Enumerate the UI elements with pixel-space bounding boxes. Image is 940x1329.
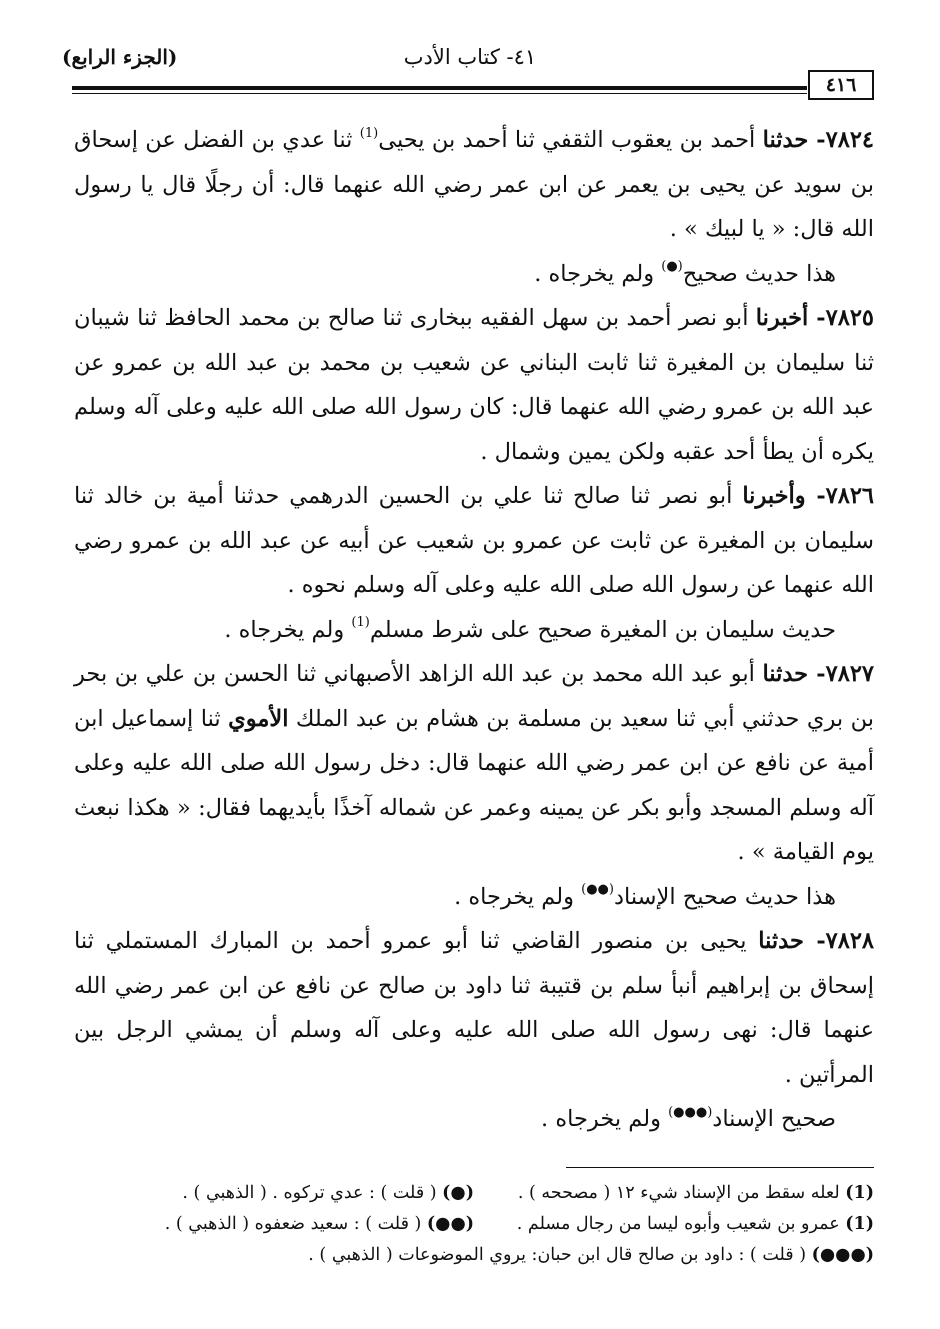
hadith-number: ٧٨٢٨ — [825, 928, 874, 954]
footnote-separator — [566, 1167, 874, 1168]
transmission-keyword: حدثنا — [762, 127, 809, 153]
footnote-text: ( قلت ) : عدي تركوه . ( الذهبي ) . — [182, 1183, 443, 1203]
grading-text: ولم يخرجاه . — [224, 616, 352, 643]
hadith-number: ٧٨٢٦ — [825, 483, 874, 509]
page-number: ٤١٦ — [808, 70, 874, 100]
hadith-7827 — [74, 652, 874, 875]
hadith-7828 — [74, 919, 874, 1097]
footnote-text: لعله سقط من الإسناد شيء ١٢ ( مصححه ) . — [517, 1183, 846, 1203]
hadith-text: ثنا إسماعيل ابن أمية عن نافع عن ابن عمر رضي الله عنهما قال: دخل رسول الله صلى الله عليه وعلى آله وسلم المسجد وأبو بكر عن يمينه وعمر عن شماله آخذًا بأيديهما فقال: « هكذا نبعث يوم القيامة » . — [74, 705, 874, 865]
footnote-ref: (1) — [359, 125, 379, 141]
hadith-text: أبو عبد الله محمد بن عبد الله الزاهد الأصبهاني ثنا الحسن بن علي بن بحر بن بري حدثني أبي ثنا سعيد بن مسلمة بن هشام بن عبد الملك — [74, 661, 875, 732]
hadith-dash: - — [808, 661, 826, 687]
hadith-text: أبو نصر ثنا صالح ثنا علي بن الحسين الدرهمي حدثنا أمية بن خالد ثنا سليمان بن المغيرة عن ثابت عن عمرو بن شعيب عن أبيه عن عبد الله بن عمرو رضي الله عنهما عن رسول الله صلى الله عليه وعلى آله وسلم نحوه . — [74, 483, 874, 598]
grading-text: هذا حديث صحيح الإسناد — [613, 883, 836, 910]
page-header — [62, 42, 878, 78]
hadith-number: ٧٨٢٥ — [825, 305, 874, 331]
footnote-mark: (●) — [442, 1183, 474, 1203]
footnote — [74, 1178, 474, 1209]
hadith-text: ثنا عدي بن الفضل عن إسحاق بن سويد عن يحيى بن يعمر عن ابن عمر رضي الله عنهما قال: أن رجلًا قال يا رسول الله قال: « يا لبيك » . — [74, 127, 874, 242]
hadith-text: أحمد بن يعقوب الثقفي ثنا أحمد بن يحيى — [378, 127, 763, 153]
footnote — [74, 1240, 874, 1271]
hadith-dash: - — [803, 928, 826, 954]
footnote-text: عمرو بن شعيب وأبوه ليسا من رجال مسلم . — [516, 1214, 846, 1234]
grading-note — [74, 252, 874, 297]
hadith-dash: - — [808, 127, 826, 153]
footnote-text: ( قلت ) : داود بن صالح قال ابن حبان: يروي الموضوعات ( الذهبي ) . — [308, 1245, 812, 1265]
footnote-mark: (●●●) — [811, 1245, 874, 1265]
footnotes — [74, 1178, 874, 1271]
hadith-dash: - — [808, 305, 826, 331]
grading-note — [74, 1097, 874, 1142]
footnote — [474, 1178, 874, 1209]
transmission-keyword: وأخبرنا — [742, 483, 806, 509]
hadith-7826 — [74, 474, 874, 608]
grading-text: ولم يخرجاه . — [454, 883, 582, 910]
grading-text: ولم يخرجاه . — [541, 1106, 669, 1132]
transmission-keyword: حدثنا — [762, 661, 809, 687]
hadith-dash: - — [805, 483, 826, 509]
grading-text: صحيح الإسناد — [712, 1106, 836, 1132]
grading-note — [74, 608, 874, 653]
grading-text: هذا حديث صحيح — [682, 260, 836, 287]
footnote-row — [74, 1178, 874, 1209]
grading-note — [74, 875, 874, 920]
footnote-mark: (1) — [845, 1183, 874, 1203]
header-rule-thick — [72, 86, 807, 90]
hadith-text: أبو نصر أحمد بن سهل الفقيه ببخارى ثنا صالح بن محمد الحافظ ثنا شيبان ثنا سليمان بن المغيرة ثنا ثابت البناني عن شعيب بن محمد بن عبد الله بن عمرو عن عبد الله بن عمرو رضي الله عنهما قال: كان رسول الله صلى الله عليه وعلى آله وسلم يكره أن يطأ أحد عقبه ولكن يمين وشمال . — [74, 305, 874, 465]
hadith-number: ٧٨٢٤ — [825, 127, 874, 153]
grading-text: حديث سليمان بن المغيرة صحيح على شرط مسلم — [369, 616, 836, 643]
footnote-ref: (1) — [351, 615, 370, 630]
main-text — [74, 118, 874, 1142]
hadith-text: يحيى بن منصور القاضي ثنا أبو عمرو أحمد بن المبارك المستملي ثنا إسحاق بن إبراهيم أنبأ سلم بن قتيبة ثنا داود بن صالح عن نافع عن ابن عمر رضي الله عنهما قال: نهى رسول الله صلى الله عليه وعلى آله وسلم أن يمشي الرجل بين المرأتين . — [74, 928, 874, 1088]
footnote — [474, 1209, 874, 1240]
volume-label: (الجزء الرابع) — [62, 45, 178, 69]
footnote-row — [74, 1209, 874, 1240]
transmission-keyword: حدثنا — [758, 928, 804, 954]
footnote — [74, 1209, 474, 1240]
footnote-ref: (●●●) — [668, 1104, 713, 1120]
hadith-bold-word: الأموي — [228, 705, 289, 732]
footnote-mark: (●●) — [426, 1214, 474, 1234]
footnote-mark: (1) — [845, 1214, 874, 1234]
grading-text: ولم يخرجاه . — [534, 260, 662, 287]
footnote-text: ( قلت ) : سعيد ضعفوه ( الذهبي ) . — [164, 1214, 427, 1234]
footnote-ref: (●) — [661, 259, 683, 274]
header-rule-thin — [72, 93, 807, 94]
transmission-keyword: أخبرنا — [755, 305, 809, 331]
hadith-number: ٧٨٢٧ — [825, 661, 874, 687]
hadith-7825 — [74, 296, 874, 474]
footnote-ref: (●●) — [581, 882, 614, 897]
chapter-title: ٤١- كتاب الأدب — [403, 45, 537, 69]
hadith-7824 — [74, 118, 874, 252]
